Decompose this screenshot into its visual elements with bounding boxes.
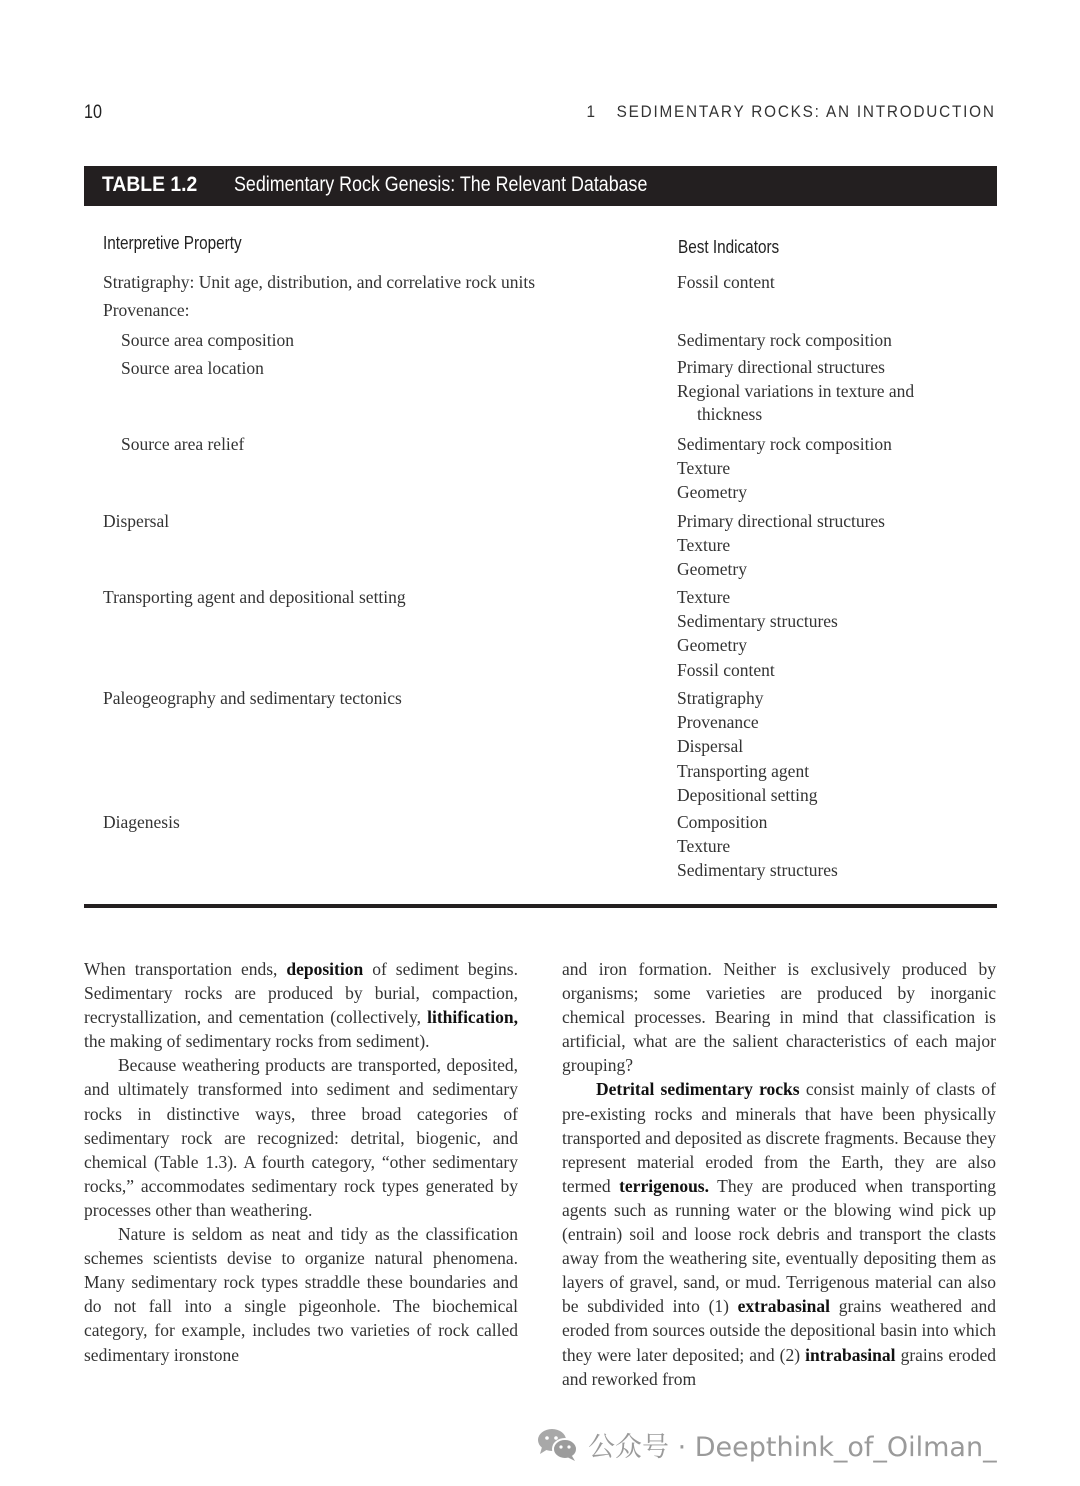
text-run: When transportation ends,: [84, 959, 287, 979]
chapter-title: SEDIMENTARY ROCKS: AN INTRODUCTION: [616, 102, 996, 121]
indicator: Sedimentary rock composition: [677, 434, 892, 454]
indicator: Stratigraphy: [677, 688, 764, 708]
indicator: Composition: [677, 812, 768, 832]
indicator-list: [677, 810, 838, 883]
watermark: [536, 1424, 997, 1464]
indicator: Texture: [677, 458, 731, 479]
table-row-subproperty: Source area relief: [121, 434, 245, 454]
indicator-list: [677, 509, 885, 582]
paragraph: Nature is seldom as neat and tidy as the classification schemes scientists devise to organize natural phenomena. Many sedimentary rock types straddle these boundaries and do not fall into a single pigeonhole. The biochemical category, for example, includes two varieties of rock called sedimentary ironstone: [84, 1224, 518, 1365]
text-run: the making of sedimentary rocks from sediment).: [84, 1031, 430, 1052]
text-run: grains eroded and reworked from: [562, 1344, 996, 1389]
bold-term: Detrital sedimentary rocks: [596, 1079, 800, 1100]
chapter-heading: [587, 102, 996, 122]
indicator: Texture: [677, 535, 731, 556]
bold-term: terrigenous.: [619, 1175, 709, 1196]
indicator: Sedimentary structures: [677, 860, 838, 881]
indicator: Geometry: [677, 635, 747, 656]
table-row-subproperty: Source area composition: [121, 330, 295, 350]
paragraph: and iron formation. Neither is exclusively produced by organisms; some varieties are produced by inorganic chemical processes. Bearing in mind that classification is artificial, what are the salient characteristics of each major grouping?: [562, 959, 996, 1076]
paragraph: [562, 1077, 996, 1390]
paragraph: Because weathering products are transported, deposited, and ultimately transformed into sediment and sedimentary rocks in distinctive ways, three broad categories of sedimentary rock are recognized: detrital, biogenic, and chemical (Table 1.3). A fourth category, “other sedimentary rocks,” accommodates sedimentary rock types generated by processes other than weathering.: [84, 1055, 518, 1220]
indicator: Primary directional structures: [677, 511, 885, 531]
column-header-indicators: Best Indicators: [678, 237, 780, 257]
text-run: of sediment begins. Sedimentary rocks are produced by burial, compaction, recrystallization, and cementation (collectively,: [84, 959, 518, 1028]
running-head: [84, 100, 996, 126]
table-bottom-rule: [84, 904, 997, 908]
table-row-property: Transporting agent and depositional setting: [103, 587, 406, 607]
bold-term: intrabasinal: [805, 1344, 896, 1365]
table-row-property: Paleogeography and sedimentary tectonics: [103, 688, 402, 708]
body-column-right: [562, 957, 996, 1391]
indicator: Fossil content: [677, 272, 775, 292]
table-row-property: Diagenesis: [103, 812, 180, 832]
indicator: thickness: [697, 404, 763, 424]
indicator-list: [677, 585, 838, 682]
text-run: consist mainly of clasts of pre-existing rocks and minerals that have been physically transported and deposited as discrete fragments. Because they represent material eroded from the Earth, they are also termed: [562, 1079, 996, 1196]
column-header-property: Interpretive Property: [103, 233, 242, 253]
indicator: Primary directional structures: [677, 357, 885, 377]
table-label: TABLE 1.2: [102, 173, 198, 196]
table-title-bar: [84, 166, 997, 206]
watermark-text: 公众号 · Deepthink_of_Oilman_: [588, 1431, 997, 1463]
bold-term: extrabasinal: [737, 1296, 831, 1317]
text-run: grains weathered and eroded from sources outside the depositional basin into which they were later deposited; and (2): [562, 1296, 996, 1365]
table-row-property: Stratigraphy: Unit age, distribution, and correlative rock units: [103, 272, 536, 292]
indicator-list: [677, 270, 775, 294]
body-column-left: [84, 957, 518, 1367]
page-number: 10: [84, 102, 102, 123]
indicator: Sedimentary structures: [677, 611, 838, 632]
table-row-property: Dispersal: [103, 511, 170, 531]
indicator-list: [677, 328, 892, 352]
paragraph: [84, 957, 518, 1053]
indicator: Regional variations in texture and: [677, 380, 915, 401]
indicator: Geometry: [677, 559, 747, 580]
chapter-number: 1: [586, 102, 598, 121]
bold-term: deposition: [286, 959, 364, 979]
indicator: Provenance: [677, 712, 759, 733]
bold-term: lithification,: [427, 1007, 518, 1028]
table-row-subproperty: Source area location: [121, 358, 264, 378]
indicator-list: [677, 432, 892, 505]
indicator: Texture: [677, 836, 731, 857]
indicator-list: [677, 686, 817, 807]
indicator: Depositional setting: [677, 784, 818, 805]
table-row-property: Provenance:: [103, 300, 190, 320]
table-title: Sedimentary Rock Genesis: The Relevant Database: [234, 173, 648, 196]
indicator: Fossil content: [677, 659, 775, 680]
wechat-icon: [536, 1427, 580, 1461]
indicator: Transporting agent: [677, 760, 810, 781]
indicator: Texture: [677, 587, 731, 607]
indicator: Sedimentary rock composition: [677, 330, 892, 350]
indicator-list: [677, 356, 914, 427]
text-run: They are produced when transporting agents such as running water or the blowing wind pick up (entrain) soil and loose rock debris and transport the clasts away from the weathering site, eventually depositing them as layers of gravel, sand, or mud. Terrigenous material can also be subdivided into (1): [562, 1175, 996, 1317]
indicator: Geometry: [677, 482, 747, 503]
indicator: Dispersal: [677, 736, 744, 757]
